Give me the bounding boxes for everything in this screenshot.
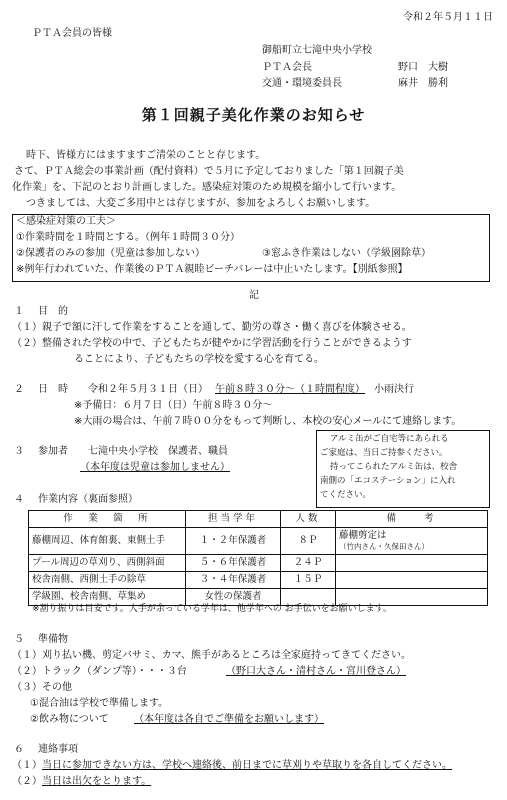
intro-line-3: 化作業」を、下記のとおり計画しました。感染症対策のため規模を縮小して行います。 [12, 182, 402, 193]
can-line-2: ご家庭は、当日ご持参ください。 [320, 448, 448, 458]
table-row [29, 528, 488, 555]
sender-committee-name: 麻井 勝利 [398, 78, 448, 89]
sec3-number: ３ [14, 446, 24, 457]
sender-school: 御船町立七滝中央小学校 [262, 45, 372, 56]
sec1-item-2: （２）整備された学校の中で、子どもたちが健やかに学習活動を行うことができるようす [12, 338, 412, 349]
table-cell-count [281, 589, 336, 606]
table-cell-grade: ５・６年保護者 [186, 555, 281, 572]
table-header-row [29, 511, 488, 528]
ki-label: 記 [249, 290, 259, 301]
sec2-rain: ※大雨の場合は、午前７時００分をもって判断し、本校の安心メールにて連絡します。 [74, 416, 462, 427]
sender-pta-name: 野口 大樹 [398, 62, 448, 73]
table-header-grade: 担当学年 [186, 511, 281, 528]
sec6-heading: 連絡事項 [38, 744, 78, 755]
sec5-number: ５ [14, 634, 24, 645]
sec3-heading: 参加者 [38, 446, 68, 457]
covid-heading: ＜感染症対策の工夫＞ [16, 216, 116, 227]
table-note-small: （竹内さん・久保田さん） [339, 542, 429, 552]
table-note-main: 藤棚剪定は [339, 530, 387, 542]
sec2-date: 令和２年５月３１日（日） [88, 384, 208, 395]
intro-line-1: 時下、皆様方にはますますご清栄のことと存じます。 [26, 150, 266, 161]
table-row [29, 555, 488, 572]
can-line-1: アルミ缶がご自宅等にあられる [330, 434, 449, 444]
sec5-item-3: （３）その他 [12, 682, 72, 693]
document-date: 令和２年５月１１日 [403, 12, 493, 23]
table-cell-count: ２４Ｐ [281, 555, 336, 572]
sec6-item-2-num: （２） [12, 776, 42, 787]
table-cell-grade: １・２年保護者 [186, 528, 281, 555]
sec1-heading: 目 的 [38, 306, 68, 317]
table-cell-note [336, 555, 488, 572]
sec5-item-1: （１）刈り払い機、剪定バサミ、カマ、熊手があるところは全家庭持ってきてください。 [12, 650, 411, 661]
sec4-number: ４ [14, 494, 24, 505]
work-table [28, 510, 488, 606]
sec5-item-3a: ①混合油は学校で準備します。 [30, 698, 169, 709]
covid-line-1: ①作業時間を１時間とする。（例年１時間３０分） [16, 232, 240, 243]
table-cell-grade: ３・４年保護者 [186, 572, 281, 589]
can-line-4: 南側の「エコステーション」に入れ [320, 476, 456, 486]
table-cell-place: 学級園、校舎南側、草集め [29, 589, 186, 606]
sec3-note: （本年度は児童は参加しません） [80, 462, 230, 473]
can-line-3: 持ってこられたアルミ缶は、校舎 [330, 462, 458, 472]
intro-line-2: さて、ＰＴＡ総会の事業計画（配付資料）で５月に予定しておりました「第１回親子美 [14, 166, 404, 177]
sec6-item-2: 当日は出欠をとります。 [42, 776, 152, 787]
sender-committee-role: 交通・環境委員長 [262, 78, 342, 89]
addressee: ＰＴＡ会員の皆様 [32, 28, 112, 39]
sec2-time: 午前８時３０分～（１時間程度） [215, 384, 365, 395]
table-footnote: ※割り振りは目安です。人手が余っている学年は、他学年への お手伝いをお願いします。 [32, 604, 392, 614]
table-cell-place: 藤棚周辺、体育館裏、東側土手 [29, 528, 186, 555]
table-cell-note [336, 589, 488, 606]
sec5-item-2: （２）トラック（ダンプ等）・・・３台 [12, 666, 187, 677]
covid-line-2b: ③窓ふき作業はしない（学級園除草） [262, 248, 431, 259]
page-title: 第１回親子美化作業のお知らせ [141, 106, 366, 124]
table-header-note: 備 考 [336, 511, 488, 528]
sec1-item-1: （１）親子で額に汗して作業をすることを通して、勤労の尊さ・働く喜びを体験させる。 [12, 322, 412, 333]
sec2-heading: 日 時 [38, 384, 68, 395]
table-header-place: 作 業 箇 所 [29, 511, 186, 528]
sec3-body: 七滝中央小学校 保護者、職員 [88, 446, 228, 457]
sec2-number: ２ [14, 384, 24, 395]
sec5-heading: 準備物 [38, 634, 68, 645]
table-cell-count: １５Ｐ [281, 572, 336, 589]
sec5-item-3b-note: （本年度は各自でご準備をお願いします） [134, 714, 324, 725]
table-cell-grade: 女性の保護者 [186, 589, 281, 606]
table-cell-place: プール周辺の草刈り、西側斜面 [29, 555, 186, 572]
sec5-item-2-names: （野口大さん・清村さん・宮川登さん） [226, 666, 406, 677]
can-line-5: てください。 [320, 490, 372, 500]
sec6-item-1-num: （１） [12, 760, 42, 771]
intro-line-4: つきましては、大変ご多用中とは存じますが、参加をよろしくお願いします。 [26, 198, 376, 209]
sec5-item-3b: ②飲み物について [30, 714, 109, 725]
covid-line-2a: ②保護者のみの参加（児童は参加しない） [16, 248, 205, 259]
sec1-number: １ [14, 306, 24, 317]
sec6-number: ６ [14, 744, 24, 755]
sec2-note: 小雨決行 [374, 384, 414, 395]
table-cell-note [336, 528, 488, 555]
sender-pta-role: ＰＴＡ会長 [262, 62, 312, 73]
table-cell-place: 校舎南側、西側土手の除草 [29, 572, 186, 589]
sec4-heading: 作業内容（裏面参照） [38, 494, 138, 505]
sec6-item-1: 当日に参加できない方は、学校へ連絡後、前日までに草刈りや草取りを各自してください。 [42, 760, 452, 771]
table-row [29, 572, 488, 589]
table-cell-note [336, 572, 488, 589]
table-row [29, 589, 488, 606]
table-header-count: 人数 [281, 511, 336, 528]
table-cell-count: ８Ｐ [281, 528, 336, 555]
sec2-reserve: ※予備日：６月７日（日）午前８時３０分～ [74, 400, 273, 411]
covid-line-3: ※例年行われていた、作業後のＰＴＡ親睦ビーチバレーは中止いたします。【別紙参照】 [16, 264, 408, 275]
sec1-item-2-cont: ることにより、子どもたちの学校を愛する心を育てる。 [74, 354, 324, 365]
